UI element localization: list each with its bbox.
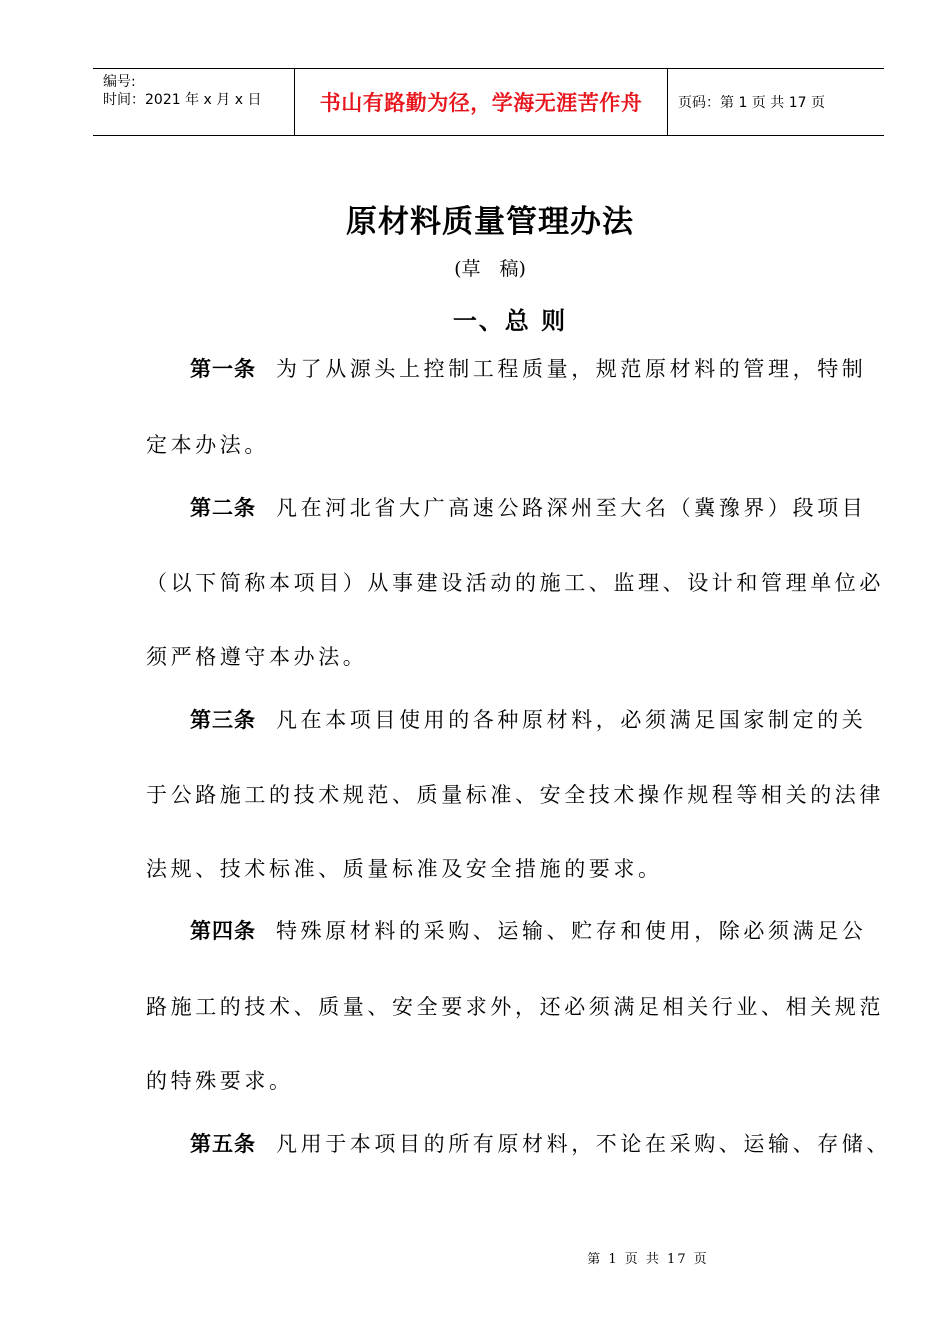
article-5-text: 凡用于本项目的所有原材料，不论在采购、运输、存储、 <box>276 1132 891 1156</box>
doc-time: 时间：2021 年 x 月 x 日 <box>103 92 262 108</box>
header-motto: 书山有路勤为径，学海无涯苦作舟 <box>319 91 643 115</box>
article-3-label: 第三条 <box>190 708 256 732</box>
document-title: 原材料质量管理办法 <box>346 204 634 240</box>
article-3-line-2: 于公路施工的技术规范、质量标准、安全技术操作规程等相关的法律 <box>146 783 884 807</box>
article-4-label: 第四条 <box>190 919 256 943</box>
article-1-label: 第一条 <box>190 357 256 381</box>
header-page-code: 页码：第 1 页 共 17 页 <box>678 95 825 111</box>
doc-number-label: 编号: <box>103 74 136 90</box>
article-1-line-2: 定本办法。 <box>146 433 269 457</box>
article-4-text: 特殊原材料的采购、运输、贮存和使用，除必须满足公 <box>276 919 867 943</box>
article-5-first-line <box>190 1128 891 1158</box>
article-4-line-3: 的特殊要求。 <box>146 1069 294 1093</box>
header-page-cell <box>668 69 884 135</box>
article-2-line-2: （以下简称本项目）从事建设活动的施工、监理、设计和管理单位必 <box>146 571 884 595</box>
header-meta-cell <box>93 69 295 135</box>
article-1-text: 为了从源头上控制工程质量，规范原材料的管理，特制 <box>276 357 867 381</box>
article-4-first-line <box>190 915 866 945</box>
page-footer: 第 1 页 共 17 页 <box>587 1252 709 1267</box>
section-heading: 一、总 则 <box>452 307 568 335</box>
document-header <box>93 68 884 136</box>
article-2-text: 凡在河北省大广高速公路深州至大名（冀豫界）段项目 <box>276 496 867 520</box>
article-4-line-2: 路施工的技术、质量、安全要求外，还必须满足相关行业、相关规范 <box>146 995 884 1019</box>
article-5-label: 第五条 <box>190 1132 256 1156</box>
article-3-text: 凡在本项目使用的各种原材料，必须满足国家制定的关 <box>276 708 867 732</box>
article-1-first-line <box>190 353 866 383</box>
header-motto-cell <box>295 69 668 135</box>
document-subtitle: (草 稿) <box>454 258 526 280</box>
article-2-first-line <box>190 492 866 522</box>
article-2-label: 第二条 <box>190 496 256 520</box>
article-3-line-3: 法规、技术标准、质量标准及安全措施的要求。 <box>146 857 663 881</box>
article-2-line-3: 须严格遵守本办法。 <box>146 645 368 669</box>
article-3-first-line <box>190 704 866 734</box>
